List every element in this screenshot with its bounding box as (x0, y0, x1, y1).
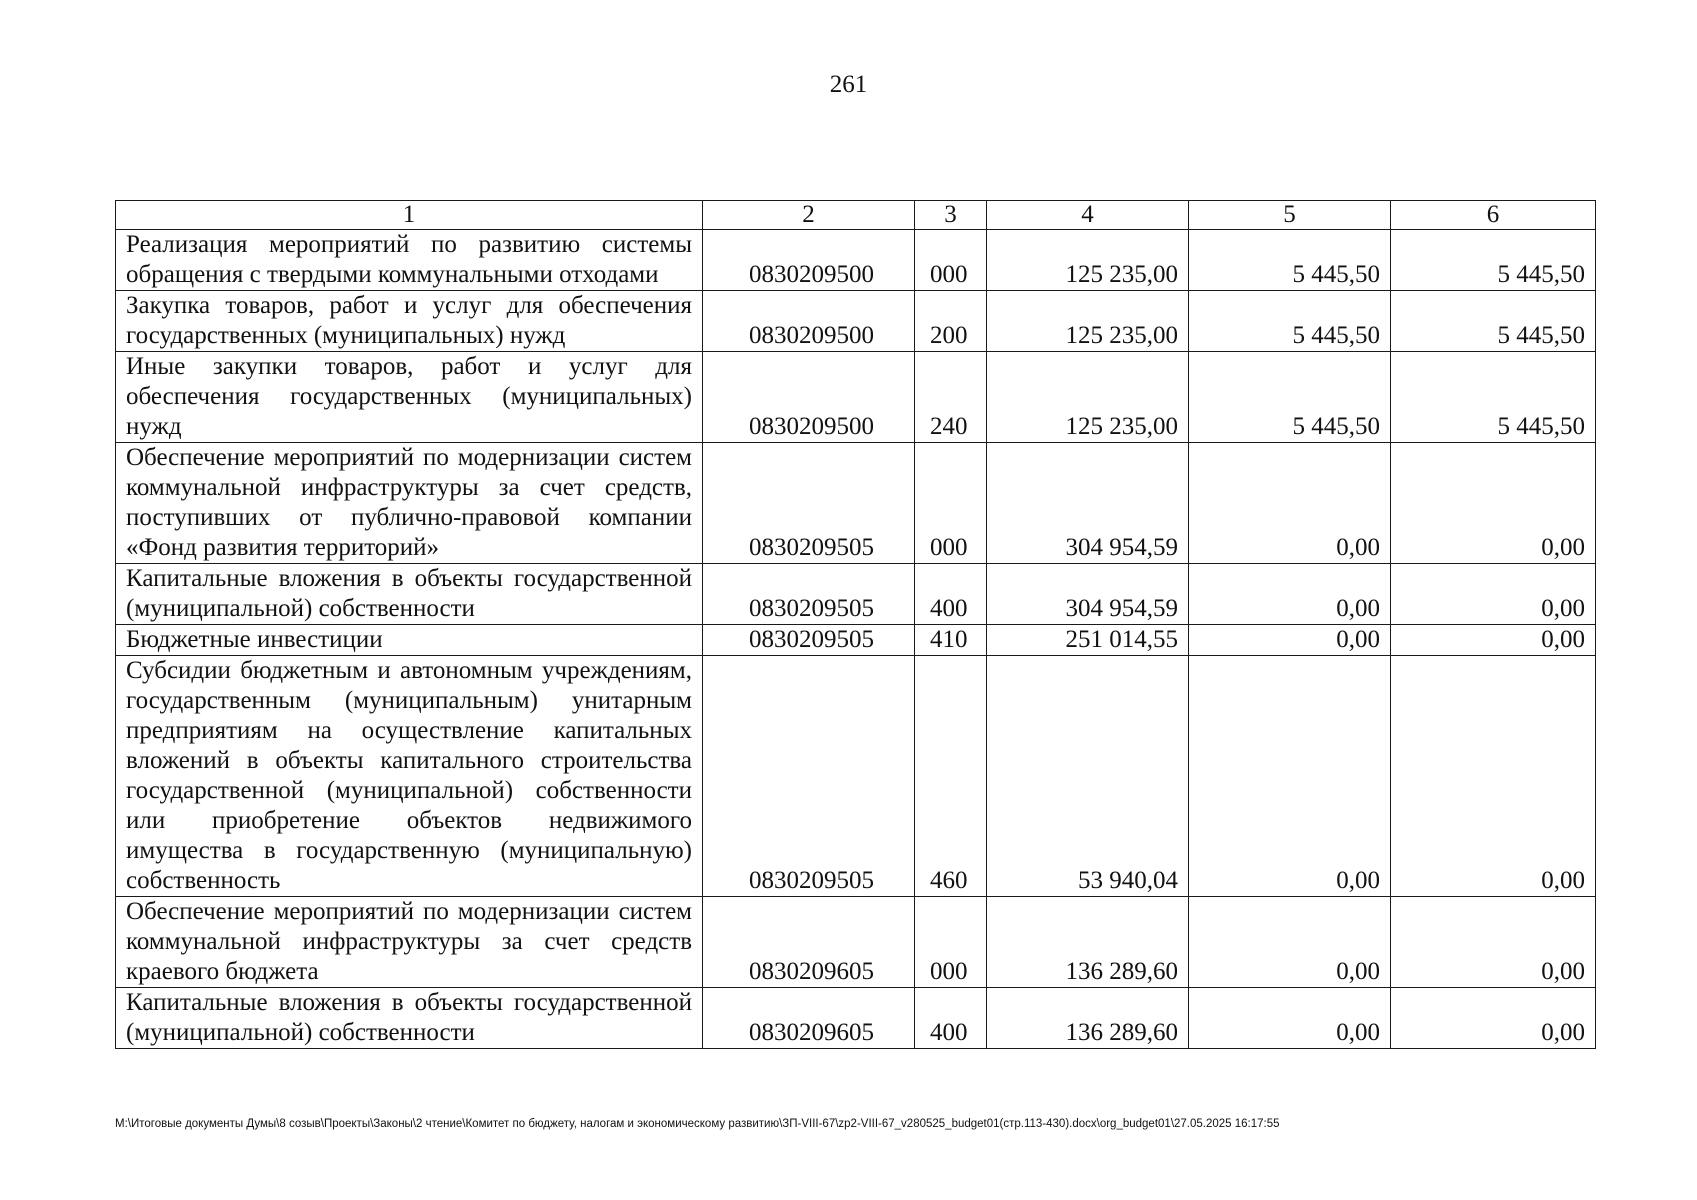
row-type: 400 (915, 564, 987, 625)
row-value-4: 251 014,55 (987, 625, 1189, 656)
row-name: Субсидии бюджетным и автономным учреждениям, государственным (муниципальным) унитарным предприятиям на осуществление капитальных вложений в объекты капитального строительства государственной (муниципальной) собственности или приобретение объектов недвижимого имущества в государственную (муниципальную) собственность (116, 656, 703, 897)
row-type: 000 (915, 230, 987, 291)
table-row (116, 988, 1596, 1049)
row-value-4: 125 235,00 (987, 230, 1189, 291)
row-value-5: 5 445,50 (1189, 291, 1391, 352)
table-row (116, 564, 1596, 625)
row-code: 0830209500 (703, 291, 915, 352)
row-type: 240 (915, 352, 987, 443)
table-row (116, 352, 1596, 443)
header-col-6: 6 (1391, 201, 1596, 230)
row-code: 0830209505 (703, 625, 915, 656)
row-type: 410 (915, 625, 987, 656)
header-col-4: 4 (987, 201, 1189, 230)
budget-table (115, 200, 1596, 1049)
row-name: Обеспечение мероприятий по модернизации систем коммунальной инфраструктуры за счет средств, поступивших от публично-правовой компании «Фонд развития территорий» (116, 443, 703, 564)
row-value-4: 125 235,00 (987, 352, 1189, 443)
row-value-4: 125 235,00 (987, 291, 1189, 352)
table-row (116, 291, 1596, 352)
row-value-5: 0,00 (1189, 988, 1391, 1049)
table-header-row (116, 201, 1596, 230)
row-code: 0830209505 (703, 564, 915, 625)
row-type: 460 (915, 656, 987, 897)
row-type: 000 (915, 897, 987, 988)
header-col-2: 2 (703, 201, 915, 230)
row-value-6: 0,00 (1391, 564, 1596, 625)
row-code: 0830209500 (703, 230, 915, 291)
row-value-4: 136 289,60 (987, 897, 1189, 988)
row-value-6: 0,00 (1391, 988, 1596, 1049)
row-value-5: 0,00 (1189, 443, 1391, 564)
row-value-5: 5 445,50 (1189, 352, 1391, 443)
table-row (116, 656, 1596, 897)
row-name: Иные закупки товаров, работ и услуг для обеспечения государственных (муниципальных) нужд (116, 352, 703, 443)
header-col-3: 3 (915, 201, 987, 230)
row-value-6: 0,00 (1391, 625, 1596, 656)
row-code: 0830209605 (703, 988, 915, 1049)
row-type: 400 (915, 988, 987, 1049)
row-value-5: 0,00 (1189, 656, 1391, 897)
row-code: 0830209605 (703, 897, 915, 988)
row-value-4: 53 940,04 (987, 656, 1189, 897)
row-value-4: 304 954,59 (987, 443, 1189, 564)
header-col-5: 5 (1189, 201, 1391, 230)
table-row (116, 230, 1596, 291)
row-value-6: 5 445,50 (1391, 230, 1596, 291)
row-code: 0830209505 (703, 656, 915, 897)
row-value-5: 0,00 (1189, 897, 1391, 988)
row-value-6: 0,00 (1391, 443, 1596, 564)
row-value-5: 0,00 (1189, 564, 1391, 625)
row-type: 200 (915, 291, 987, 352)
row-name: Бюджетные инвестиции (116, 625, 703, 656)
row-value-5: 0,00 (1189, 625, 1391, 656)
row-name: Закупка товаров, работ и услуг для обеспечения государственных (муниципальных) нужд (116, 291, 703, 352)
table-row (116, 897, 1596, 988)
row-value-4: 136 289,60 (987, 988, 1189, 1049)
row-value-6: 0,00 (1391, 656, 1596, 897)
table-row (116, 443, 1596, 564)
row-code: 0830209505 (703, 443, 915, 564)
row-name: Капитальные вложения в объекты государственной (муниципальной) собственности (116, 988, 703, 1049)
row-value-6: 5 445,50 (1391, 291, 1596, 352)
row-name: Реализация мероприятий по развитию системы обращения с твердыми коммунальными отходами (116, 230, 703, 291)
table-row (116, 625, 1596, 656)
row-name: Обеспечение мероприятий по модернизации систем коммунальной инфраструктуры за счет средств краевого бюджета (116, 897, 703, 988)
row-name: Капитальные вложения в объекты государственной (муниципальной) собственности (116, 564, 703, 625)
row-value-4: 304 954,59 (987, 564, 1189, 625)
header-col-1: 1 (116, 201, 703, 230)
row-value-6: 5 445,50 (1391, 352, 1596, 443)
row-type: 000 (915, 443, 987, 564)
row-code: 0830209500 (703, 352, 915, 443)
page-number: 261 (829, 71, 868, 98)
row-value-6: 0,00 (1391, 897, 1596, 988)
footer-file-path: M:\Итоговые документы Думы\8 созыв\Проекты\Законы\2 чтение\Комитет по бюджету, налогам и экономическому развитию\ЗП-VIII-67\zp2-VIII-67_v280525_budget01(стр.113-430).docx\org_budget01\27.05.2025 16:17:55 (115, 1118, 1280, 1130)
row-value-5: 5 445,50 (1189, 230, 1391, 291)
